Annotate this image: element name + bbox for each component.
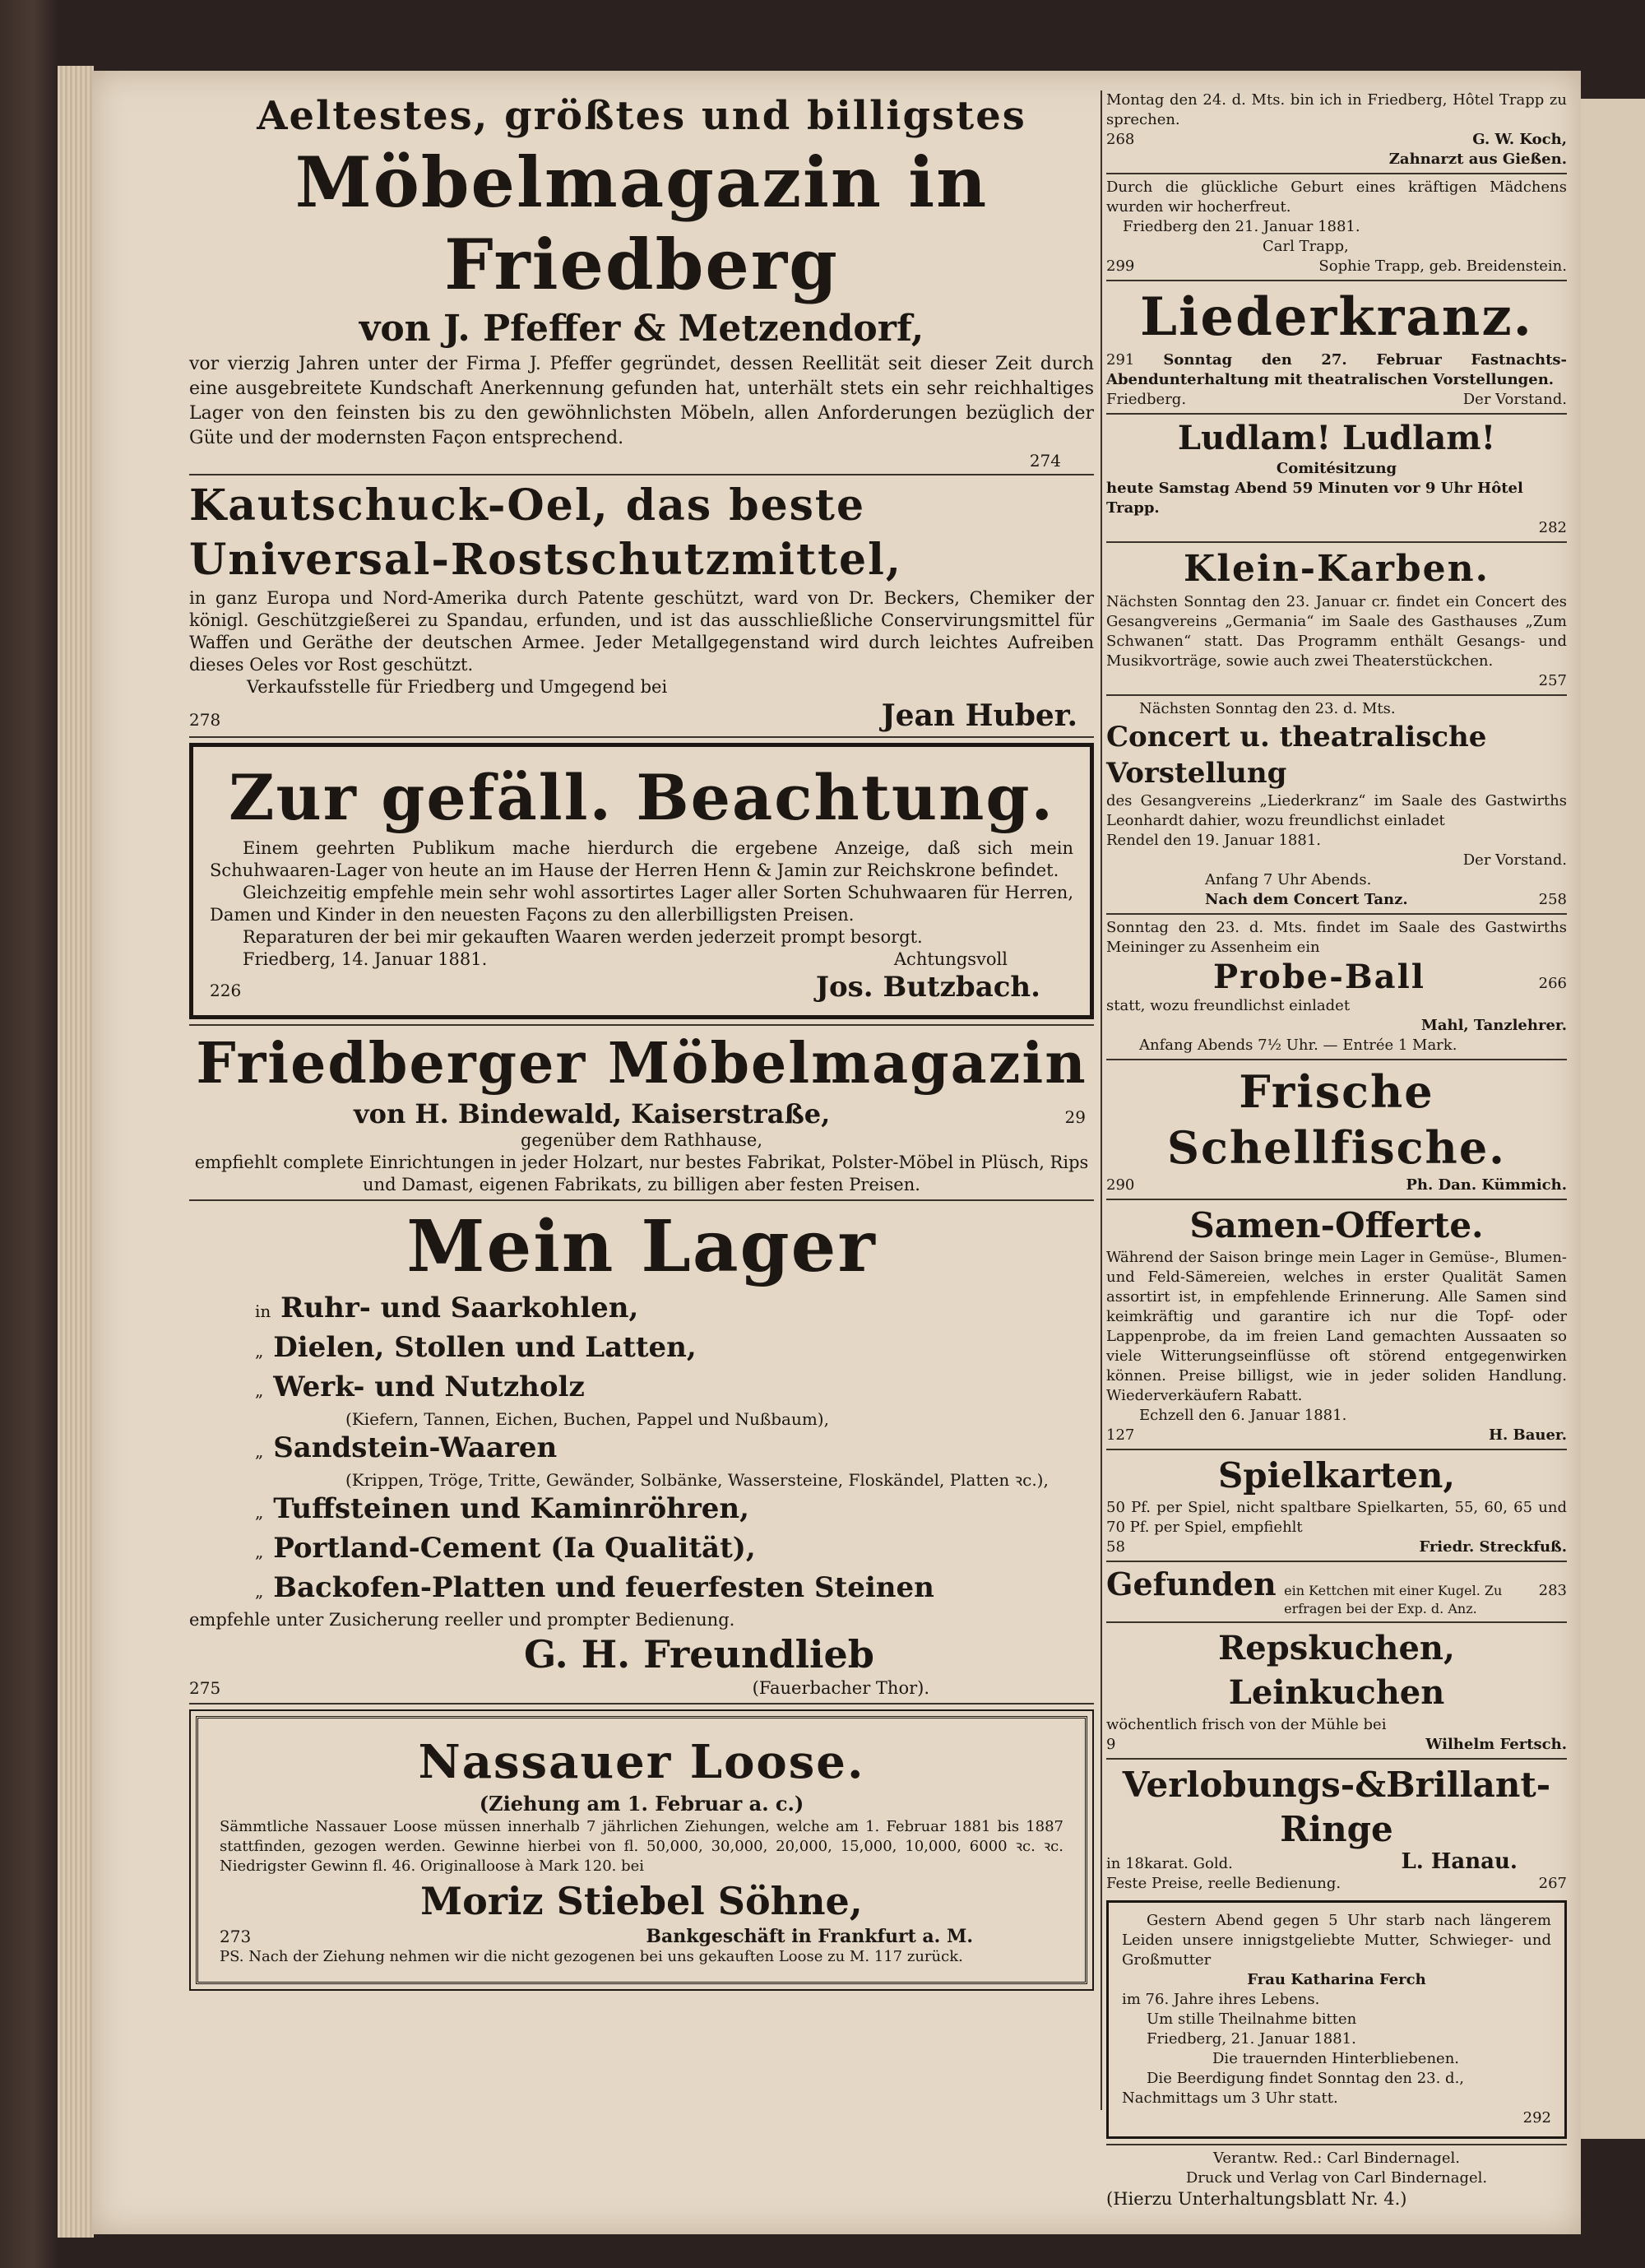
list-item: „ Werk- und Nutzholz (Kiefern, Tannen, Eichen, Buchen, Pappel und Nußbaum), [255,1371,829,1429]
ad-line: Die trauernden Hinterbliebenen. [1212,2050,1460,2067]
divider [1106,1758,1567,1760]
ad-line: Anfang 7 Uhr Abends. [1205,871,1372,888]
ad-headline: Frische Schellfische. [1167,1065,1506,1174]
ad-concert-rendel [1106,699,1567,910]
ad-body: heute Samstag Abend 59 Minuten vor 9 Uhr Hôtel Trapp. [1106,480,1523,517]
ad-body: 50 Pf. per Spiel, nicht spaltbare Spielkarten, 55, 60, 65 und 70 Pf. per Spiel, empfiehlt [1106,1499,1567,1536]
ad-number: 29 [1064,1107,1086,1127]
ad-signature: G. H. Freundlieb [524,1632,874,1677]
ad-line: Anfang Abends 7½ Uhr. — Entrée 1 Mark. [1139,1037,1457,1054]
ad-number: 267 [1538,1875,1567,1892]
ad-number: 266 [1538,975,1567,992]
ad-headline: Repskuchen, [1218,1629,1455,1667]
ad-probe-ball [1106,918,1567,1055]
divider [189,1024,1094,1026]
ad-number: 283 [1538,1582,1567,1599]
ad-subheadline: (Ziehung am 1. Februar a. c.) [479,1792,804,1816]
ad-trapp-birth [1106,178,1567,276]
ad-number: 58 [1106,1538,1125,1556]
ad-signature: Friedr. Streckfuß. [1419,1538,1567,1556]
divider [1106,280,1567,281]
divider [1106,1059,1567,1060]
ad-klein-karben [1106,546,1567,691]
ad-paragraph: Einem geehrten Publikum mache hierdurch die ergebene Anzeige, daß sich mein Schuhwaaren-Lager von heute an im Hause der Herren Henn & Jamin zur Reichskrone befindet. [210,838,1073,880]
divider [1106,541,1567,543]
ad-zur-beachtung [189,743,1094,1019]
ad-ringe [1106,1763,1567,1894]
stacked-page-edges [58,66,94,2238]
divider [189,474,1094,475]
ad-footer [210,971,1073,1004]
ad-signature: Der Vorstand. [1462,391,1567,408]
ad-subline: Bankgeschäft in Frankfurt a. M. [646,1926,973,1947]
ad-number: 274 [1029,451,1061,471]
ad-headline: Nassauer Loose. [418,1735,865,1789]
ad-body: Nächsten Sonntag den 23. Januar cr. findet ein Concert des Gesangvereins „Germania“ im Saale des Gasthauses „Zum Schwanen“ statt. Das Programm enthält Gesangs- und Musikvorträge, sowie auch zwei Theaterstückchen. [1106,593,1567,670]
ad-body: Während der Saison bringe mein Lager in Gemüse-, Blumen- und Feld-Sämereien, welches in erster Qualität Samen assortirt ist, in empfehlende Erinnerung. Alle Samen sind keimkräftig und garantire ich nur die Topf- oder Lappenprobe, da im freien Land gemachten Aussaaten so viele Witterungseinflüsse oft störend entgegenwirken können. Preise billigst, wie in jeder soliden Handlung. Wiederverkäufern Rabatt. [1106,1249,1567,1404]
ad-signature: G. W. Koch, [1472,131,1567,148]
ad-postscript: PS. Nach der Ziehung nehmen wir die nicht gezogenen bei uns gekauften Loose zu M. 117 zurück. [220,1948,963,1965]
divider [1106,1199,1567,1200]
list-item: „ Sandstein-Waaren (Krippen, Tröge, Tritte, Gewänder, Solbänke, Wassersteine, Floskändel, Platten ꝛc.), [255,1431,1049,1490]
ad-spielkarten [1106,1454,1567,1557]
divider [1106,913,1567,915]
ad-headline: Friedberger Möbelmagazin [196,1031,1087,1097]
divider [1106,1561,1567,1562]
ad-bindewald [189,1029,1094,1196]
right-column [1106,90,1567,2210]
ad-body: wöchentlich frisch von der Mühle bei [1106,1716,1387,1733]
ad-footer [189,1677,1094,1700]
ad-subheadline: Comitésitzung [1276,460,1397,477]
ad-headline: Klein-Karben. [1184,548,1490,590]
ad-number: 268 [1106,131,1135,148]
ad-body: in 18karat. Gold. [1106,1855,1233,1872]
imprint [1106,2149,1567,2210]
ad-greeting: Achtungsvoll [893,949,1008,969]
ad-kautschuck-oel [189,479,1094,733]
ad-signature: Jos. Butzbach. [815,971,1040,1004]
ad-name: Frau Katharina Ferch [1247,1971,1426,1988]
ad-name: Carl Trapp, [1263,238,1349,255]
ad-liederkranz [1106,285,1567,410]
ad-body: Montag den 24. d. Mts. bin ich in Friedberg, Hôtel Trapp zu sprechen. [1106,91,1567,128]
list-item: „ Tuffsteinen und Kaminröhren, [255,1492,749,1525]
ad-body: Sämmtliche Nassauer Loose müssen innerhalb 7 jährlichen Ziehungen, welche am 1. Februar 1881 bis 1887 stattfinden, gezogen werden. Gewinne hierbei von fl. 50,000, 30,000, 20,000, 15,000, 10,000, 6000 ꝛc. ꝛc. Niedrigster Gewinn fl. 46. Originalloose à Mark 120. bei [220,1818,1063,1875]
ad-body: Sonntag den 27. Februar Fastnachts-Abendunterhaltung mit theatralischen Vorstellungen. [1106,351,1567,388]
divider [1106,2144,1567,2145]
ad-number: 292 [1522,2109,1551,2127]
obituary-ferch [1106,1900,1567,2139]
ad-headline-large: Möbelmagazin in Friedberg [294,141,989,305]
ad-headline-2: Leinkuchen [1228,1673,1445,1712]
ad-paragraph: Reparaturen der bei mir gekauften Waaren werden jederzeit prompt besorgt. [243,927,923,947]
ad-number: 290 [1106,1176,1135,1194]
divider [189,736,1094,738]
ad-headline: Spielkarten, [1217,1455,1456,1496]
ad-signature: Mahl, Tanzlehrer. [1420,1017,1567,1034]
list-item: „ Portland-Cement (Ia Qualität), [255,1532,756,1565]
ad-koch [1106,90,1567,169]
ad-number: 291 [1106,351,1135,369]
list-item: „ Backofen-Platten und feuerfesten Steinen [255,1571,934,1604]
ad-date: Echzell den 6. Januar 1881. [1139,1407,1347,1424]
ad-line: im 76. Jahre ihres Lebens. [1122,1991,1320,2008]
ad-schellfische [1106,1064,1567,1195]
ad-signature: H. Bauer. [1488,1426,1567,1444]
lager-list [189,1290,1094,1609]
ad-paragraph: Gleichzeitig empfehle mein sehr wohl assortirtes Lager aller Sorten Schuhwaaren für Herren, Damen und Kinder in den neuesten Façons zu den allerbilligsten Preisen. [210,883,1073,925]
imprint-editor: Verantw. Red.: Carl Bindernagel. [1212,2150,1461,2167]
divider [1106,413,1567,415]
ad-number: 127 [1106,1426,1135,1444]
ad-signature: Moriz Stiebel Söhne, [420,1879,863,1923]
ad-freundlieb [189,1204,1094,1700]
divider [1106,1621,1567,1623]
ad-address: gegenüber dem Rathhause, [520,1130,763,1150]
ad-subline: Zahnarzt aus Gießen. [1388,151,1567,168]
adjacent-page-edge [1581,99,1645,2139]
ad-subline [189,1098,1094,1129]
ad-line: Nach dem Concert Tanz. [1205,891,1408,908]
ad-number: 258 [1538,891,1567,908]
ad-gefunden [1106,1565,1567,1618]
ad-line: Verkaufsstelle für Friedberg und Umgegend bei [247,677,668,697]
ad-headline: Concert u. theatralische Vorstellung [1106,721,1487,790]
ad-headline: Gefunden [1106,1565,1277,1602]
ad-pfeffer-metzendorf [189,90,1094,471]
divider [1106,694,1567,696]
ad-line: Die Beerdigung findet Sonntag den 23. d., Nachmittags um 3 Uhr statt. [1122,2070,1465,2107]
ad-number: 282 [1538,519,1567,536]
ad-signature: Der Vorstand. [1462,851,1567,869]
ad-body: empfiehlt complete Einrichtungen in jeder Holzart, nur bestes Fabrikat, Polster-Möbel in Plüsch, Rips und Damast, eigenen Fabrikats, zu billigen aber festen Preisen. [194,1153,1089,1194]
ad-body: vor vierzig Jahren unter der Firma J. Pfeffer gegründet, dessen Reellität seit dieser Zeit durch eine ausgebreitete Kundschaft Anerkennung gefunden hat, unterhält stets ein sehr reichhaltiges Lager von den feinsten bis zu den gewöhnlichsten Möbeln, allen Anforderungen bezüglich der Güte und der modernsten Façon entsprechend. [189,354,1094,448]
ad-signature: L. Hanau. [1401,1849,1518,1874]
ad-ludlam [1106,418,1567,538]
ad-number: 9 [1106,1736,1116,1753]
ad-date: Friedberg, 21. Januar 1881. [1147,2030,1356,2048]
ad-headline: Liederkranz. [1140,286,1533,348]
ad-date: Friedberg den 21. Januar 1881. [1123,218,1360,235]
divider [189,1199,1094,1201]
ad-date: Rendel den 19. Januar 1881. [1106,832,1322,849]
ad-nassauer-loose [196,1716,1087,1984]
ad-headline: Mein Lager [406,1205,877,1288]
ad-body: des Gesangvereins „Liederkranz“ im Saale des Gastwirths Leonhardt dahier, wozu freundlichst einladet [1106,792,1567,829]
ad-body: ein Kettchen mit einer Kugel. Zu erfragen bei der Exp. d. Anz. [1284,1583,1503,1616]
ad-headline: Ludlam! Ludlam! [1177,419,1496,457]
ad-date: Friedberg, 14. Januar 1881. [243,949,488,969]
ad-footer [220,1926,1063,1947]
ad-number: 275 [189,1678,221,1698]
divider [1106,173,1567,174]
ad-body: in ganz Europa und Nord-Amerika durch Patente geschützt, ward von Dr. Beckers, Chemiker der königl. Geschützgießerei zu Spandau, erfunden, und ist das ausschließliche Conservirungsmittel für Waffen und Geräthe der deutschen Armee. Jeder Metallgegenstand wird durch leichtes Aufreiben dieses Oeles vor Rost geschützt. [189,588,1094,675]
ad-line: Nächsten Sonntag den 23. d. Mts. [1139,700,1396,717]
divider [1106,1449,1567,1450]
divider [189,1703,1094,1704]
ad-repskuchen [1106,1626,1567,1755]
ad-dateline [210,948,1073,971]
list-item: in Ruhr- und Saarkohlen, [255,1292,639,1324]
ad-headline: Aeltestes, größtes und billigstes [257,93,1026,139]
ad-number: 257 [1538,672,1567,689]
column-divider [1101,90,1102,2110]
ad-footer [189,698,1094,733]
ad-body: Durch die glückliche Geburt eines kräftigen Mädchens wurden wir hocherfreut. [1106,179,1567,216]
ad-company: von J. Pfeffer & Metzendorf, [359,308,924,350]
ad-headline: Verlobungs-&Brillant- [1122,1765,1551,1805]
ad-samen-offerte [1106,1204,1567,1445]
ad-subline: (Fauerbacher Thor). [752,1678,929,1698]
ad-name: Sophie Trapp, geb. Breidenstein. [1318,257,1567,275]
ad-headline: Zur gefäll. Beachtung. [229,761,1054,834]
ad-line: Feste Preise, reelle Bedienung. [1106,1875,1341,1892]
ad-number: 226 [210,981,242,1000]
ad-line: statt, wozu freundlichst einladet [1106,997,1351,1014]
ad-line: Um stille Theilnahme bitten [1147,2011,1357,2028]
ad-signature: Jean Huber. [881,698,1077,733]
imprint-publisher: Druck und Verlag von Carl Bindernagel. [1185,2169,1488,2187]
ad-line: empfehle unter Zusicherung reeller und prompter Bedienung. [189,1610,735,1630]
left-column [189,90,1094,1996]
ad-number: 278 [189,710,221,730]
ad-headline: Kautschuck-Oel, das beste Universal-Rostschutzmittel, [189,480,902,585]
ad-body: Sonntag den 23. d. Mts. findet im Saale des Gastwirths Meininger zu Assenheim ein [1106,919,1567,956]
ad-signature: Wilhelm Fertsch. [1425,1736,1567,1753]
imprint-supplement: (Hierzu Unterhaltungsblatt Nr. 4.) [1106,2189,1407,2209]
ad-headline-2: Ringe [1280,1809,1393,1849]
ad-company: von H. Bindewald, Kaiserstraße, [354,1098,831,1129]
ad-headline: Probe-Ball [1213,958,1425,996]
ad-place: Friedberg. [1106,391,1187,408]
ad-number: 299 [1106,257,1135,275]
ad-headline: Samen-Offerte. [1189,1205,1484,1245]
list-item: „ Dielen, Stollen und Latten, [255,1331,697,1364]
ad-signature: Ph. Dan. Kümmich. [1406,1176,1567,1194]
ad-number: 273 [220,1927,252,1946]
ad-body: Gestern Abend gegen 5 Uhr starb nach längerem Leiden unsere innigstgeliebte Mutter, Schwieger- und Großmutter [1122,1912,1551,1969]
